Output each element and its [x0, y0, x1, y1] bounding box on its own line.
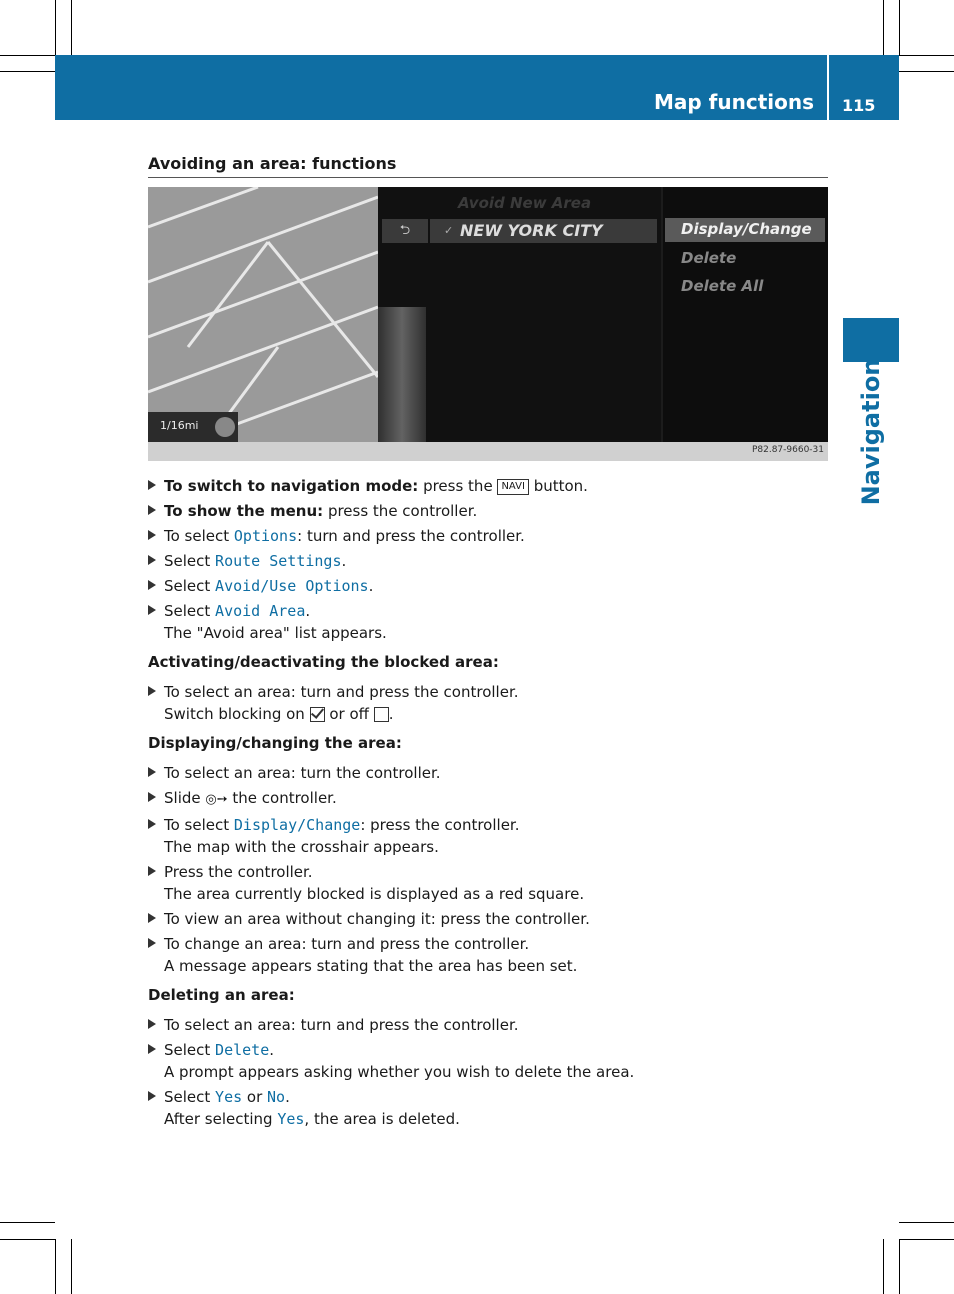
side-tab-label: [843, 358, 899, 506]
step-arrow-icon: [148, 555, 156, 565]
step-arrow-icon: [148, 686, 156, 696]
back-arrow-icon: ⮌: [399, 223, 411, 238]
step-label: To show the menu:: [164, 502, 324, 520]
step-item: [148, 908, 828, 930]
step-item: [148, 575, 828, 597]
crop-mark: [0, 1222, 55, 1223]
step-text: .: [269, 1041, 275, 1059]
crop-mark: [899, 1222, 954, 1223]
checkbox-unchecked-icon: [374, 707, 389, 722]
step-item: [148, 550, 828, 572]
step-item: [148, 1014, 828, 1036]
step-text: Select: [164, 602, 216, 620]
navigation-screenshot: [148, 187, 828, 461]
step-item: [148, 787, 828, 811]
menu-term: Yes: [215, 1088, 243, 1106]
step-text: To select: [164, 527, 234, 545]
step-arrow-icon: [148, 505, 156, 515]
menu-item-delete-all[interactable]: Delete All: [681, 277, 764, 295]
step-text: Press the controller.: [164, 863, 313, 881]
area-list-panel: [378, 187, 661, 442]
step-text: .: [368, 577, 374, 595]
step-text: Slide: [164, 789, 206, 807]
step-text: Switch blocking on: [164, 705, 310, 723]
step-result: A prompt appears asking whether you wish to delete the area.: [164, 1063, 635, 1081]
step-arrow-icon: [148, 866, 156, 876]
step-item: [148, 814, 828, 858]
menu-term: No: [267, 1088, 286, 1106]
step-item: [148, 933, 828, 977]
step-item: [148, 500, 828, 522]
step-text: .: [285, 1088, 290, 1106]
crop-mark: [71, 0, 72, 55]
panel-glow: [378, 307, 426, 442]
crop-mark: [883, 1239, 884, 1294]
crop-mark: [899, 71, 954, 72]
step-text: button.: [528, 477, 588, 495]
step-arrow-icon: [148, 530, 156, 540]
step-arrow-icon: [148, 1019, 156, 1029]
area-list-item[interactable]: [430, 219, 657, 243]
step-arrow-icon: [148, 1091, 156, 1101]
menu-term: Avoid/Use Options: [215, 577, 369, 595]
header-divider: [827, 55, 829, 120]
menu-item-display-change[interactable]: [665, 218, 825, 242]
step-text: : turn and press the controller.: [297, 527, 525, 545]
subsection-heading: Deleting an area:: [148, 986, 295, 1004]
step-text: To select an area: turn and press the controller.: [164, 683, 519, 701]
menu-item-label: Display/Change: [681, 220, 812, 238]
compass-icon: [215, 417, 235, 437]
options-menu: [663, 187, 828, 442]
subsection-heading: Displaying/changing the area:: [148, 734, 402, 752]
section-rule: [148, 177, 828, 178]
map-scale: [148, 412, 238, 442]
crop-mark: [71, 1239, 72, 1294]
step-arrow-icon: [148, 1044, 156, 1054]
step-text: or off: [324, 705, 374, 723]
step-text: .: [341, 552, 347, 570]
image-code: P82.87-9660-31: [751, 445, 824, 455]
step-text: After selecting: [164, 1110, 278, 1128]
step-arrow-icon: [148, 605, 156, 615]
step-text: .: [388, 705, 394, 723]
step-text: or: [242, 1088, 268, 1106]
step-item: [148, 762, 828, 784]
step-text: Select: [164, 552, 216, 570]
step-result: A message appears stating that the area has been set.: [164, 957, 578, 975]
checkbox-checked-icon: [310, 707, 325, 722]
step-text: Select: [164, 1088, 216, 1106]
step-arrow-icon: [148, 480, 156, 490]
crop-mark: [0, 55, 55, 56]
side-tab: [843, 318, 899, 362]
instructions: [148, 475, 828, 1133]
step-item: [148, 475, 828, 497]
step-item: [148, 861, 828, 905]
section-title: Avoiding an area: functions: [148, 154, 397, 173]
step-item: [148, 1039, 828, 1083]
step-result: The area currently blocked is displayed as a red square.: [164, 885, 585, 903]
step-text: : press the controller.: [360, 816, 520, 834]
checkbox-icon: ✓: [444, 224, 454, 237]
step-text: Select: [164, 577, 216, 595]
step-arrow-icon: [148, 767, 156, 777]
step-result: [164, 703, 828, 725]
step-text: To view an area without changing it: press the controller.: [164, 910, 590, 928]
back-button[interactable]: [382, 219, 428, 243]
step-item: [148, 1086, 828, 1130]
step-text: To select: [164, 816, 234, 834]
step-arrow-icon: [148, 792, 156, 802]
side-tab-text: Navigation: [857, 358, 885, 506]
step-arrow-icon: [148, 913, 156, 923]
step-result: [164, 1108, 828, 1130]
step-text: Select: [164, 1041, 216, 1059]
step-text: To select an area: turn and press the controller.: [164, 1016, 519, 1034]
step-arrow-icon: [148, 819, 156, 829]
crop-mark: [899, 1239, 954, 1240]
menu-term: Delete: [215, 1041, 270, 1059]
step-result: The map with the crosshair appears.: [164, 838, 439, 856]
step-text: To select an area: turn the controller.: [164, 764, 441, 782]
menu-term: Yes: [277, 1110, 305, 1128]
area-list-heading: Avoid New Area: [458, 194, 592, 212]
crop-mark: [55, 1239, 56, 1294]
page-title: Map functions: [653, 90, 814, 114]
step-text: .: [305, 602, 311, 620]
crop-mark: [0, 1239, 55, 1240]
map-view: [148, 187, 378, 442]
page-number: 115: [842, 96, 876, 115]
step-text: press the: [418, 477, 498, 495]
step-arrow-icon: [148, 580, 156, 590]
area-list-item-label: NEW YORK CITY: [460, 221, 603, 240]
navi-key-icon: NAVI: [497, 479, 528, 495]
crop-mark: [883, 0, 884, 55]
step-text: To change an area: turn and press the controller.: [164, 935, 530, 953]
step-item: [148, 681, 828, 725]
slide-controller-icon: ◎➙: [205, 792, 228, 807]
step-arrow-icon: [148, 938, 156, 948]
subsection-heading: Activating/deactivating the blocked area:: [148, 653, 499, 671]
step-text: press the controller.: [323, 502, 478, 520]
step-item: [148, 600, 828, 644]
menu-term: Options: [233, 527, 298, 545]
step-item: [148, 525, 828, 547]
image-caption-strip: [148, 442, 828, 461]
crop-mark: [899, 1239, 900, 1294]
menu-term: Avoid Area: [215, 602, 306, 620]
menu-term: Route Settings: [215, 552, 342, 570]
map-streets: [148, 187, 378, 442]
menu-term: Display/Change: [233, 816, 361, 834]
menu-item-delete[interactable]: Delete: [681, 249, 737, 267]
step-text: , the area is deleted.: [304, 1110, 460, 1128]
step-result: The "Avoid area" list appears.: [164, 624, 387, 642]
crop-mark: [899, 0, 900, 55]
crop-mark: [899, 55, 954, 56]
step-text: the controller.: [227, 789, 337, 807]
map-scale-label: 1/16mi: [160, 419, 199, 432]
step-label: To switch to navigation mode:: [164, 477, 419, 495]
crop-mark: [0, 71, 55, 72]
crop-mark: [55, 0, 56, 55]
